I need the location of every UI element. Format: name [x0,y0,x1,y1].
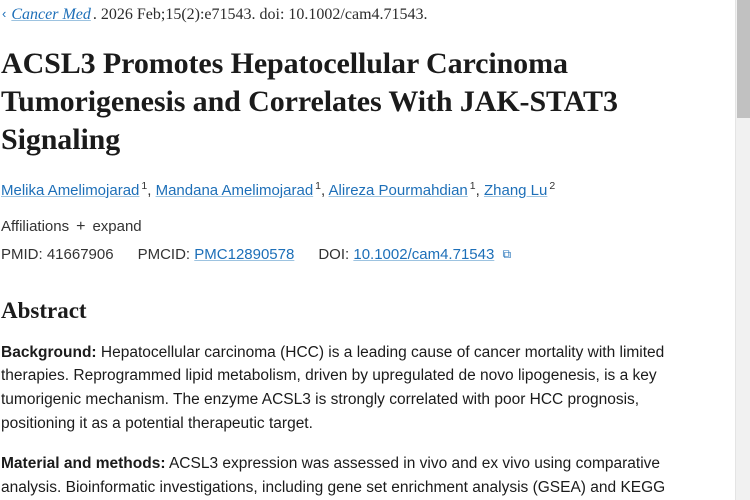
journal-name-link[interactable]: Cancer Med [11,6,91,23]
vertical-scrollbar[interactable] [735,0,750,500]
page-title: ACSL3 Promotes Hepatocellular Carcinoma Tumorigenesis and Correlates With JAK-STAT3 Signaling [1,46,618,156]
plus-icon[interactable]: + [76,217,86,235]
journal-citation [0,0,735,26]
author-affiliation-marker[interactable]: 1 [141,179,148,192]
pmcid-item [138,246,295,263]
doi-link[interactable]: 10.1002/cam4.71543 [353,245,495,263]
pmcid-link[interactable]: PMC12890578 [194,245,295,263]
author-separator: , [321,181,329,199]
author-item [328,179,476,199]
affiliations-row [1,218,735,236]
author-link[interactable]: Zhang Lu [483,181,548,199]
scrollbar-thumb[interactable] [737,0,750,118]
author-affiliation-marker[interactable]: 1 [469,179,476,192]
author-link[interactable]: Melika Amelimojarad [1,181,140,199]
identifiers-row [1,246,735,263]
affiliations-label: Affiliations [1,218,70,236]
expand-affiliations-button[interactable]: expand [92,218,142,236]
doi-item [318,246,511,263]
author-separator: , [147,181,156,199]
doi-label: DOI: [318,245,350,263]
abstract-section-text: ACSL3 expression was assessed in vivo and ex vivo using comparative analysis. Bioinformatic investigations, including gene set enrichment analysis (GSEA) and KEGG [1,455,666,496]
author-list [1,179,735,201]
abstract-section-label: Background: [1,343,97,361]
abstract-heading: Abstract [1,297,87,323]
author-item [1,179,148,199]
author-link[interactable]: Alireza Pourmahdian [328,181,468,199]
author-item [155,179,322,199]
author-affiliation-marker[interactable]: 1 [315,179,322,192]
citation-details: . 2026 Feb;15(2):e71543. doi: 10.1002/cam4.71543. [92,6,428,23]
pmid-item [1,246,114,263]
pmid-value: 41667906 [46,245,114,263]
author-item [483,179,556,199]
pmid-label: PMID: [1,245,43,263]
abstract-section-background [1,341,713,435]
abstract-section-text: Hepatocellular carcinoma (HCC) is a leading cause of cancer mortality with limited therapies. Reprogrammed lipid metabolism, driven by upregulated de novo lipogenesis, is a key tumorigenic mechanism. The enzyme ACSL3 is strongly correlated with poor HCC prognosis, positioning it as a potential therapeutic target. [1,343,665,432]
pmcid-label: PMCID: [137,245,191,263]
author-link[interactable]: Mandana Amelimojarad [155,181,314,199]
back-chevron-icon[interactable]: ‹ [2,6,7,21]
abstract-section-methods [1,452,713,499]
author-affiliation-marker[interactable]: 2 [549,179,556,192]
abstract-section-label: Material and methods: [1,455,166,473]
external-link-icon[interactable]: ⧉ [502,246,512,261]
author-separator: , [475,181,484,199]
